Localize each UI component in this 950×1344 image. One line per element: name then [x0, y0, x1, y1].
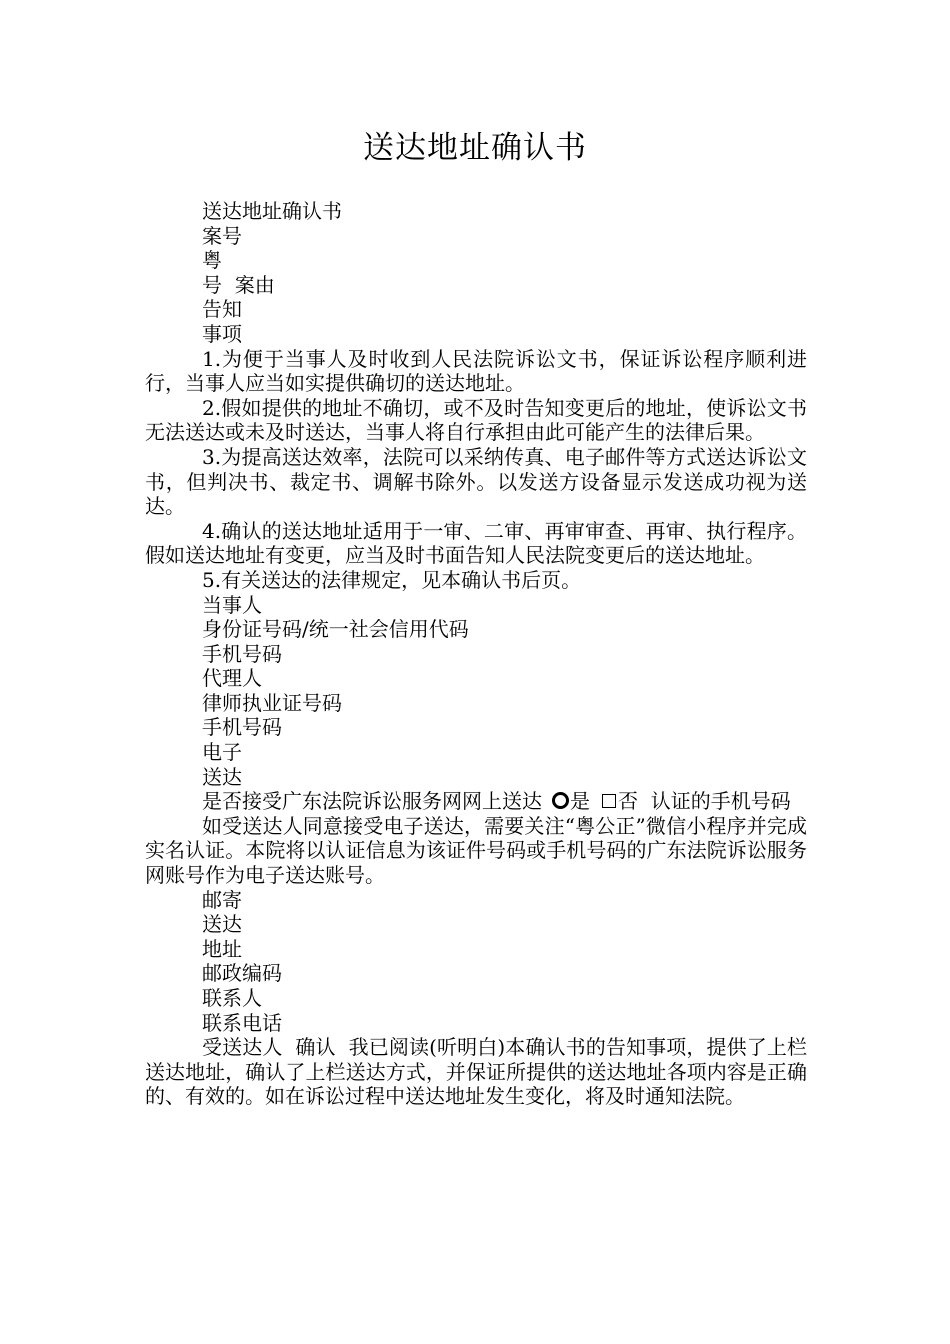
id-code-label: 身份证号码/统一社会信用代码	[202, 617, 469, 642]
lawyer-license-label: 律师执业证号码	[202, 690, 342, 715]
electronic-label-2: 送达	[202, 764, 242, 789]
postcode-label: 邮政编码	[202, 961, 282, 986]
document-title: 送达地址确认书	[363, 130, 587, 166]
agent-mobile-label: 手机号码	[202, 715, 282, 740]
notice-item-1: 1.为便于当事人及时收到人民法院诉讼文书，保证诉讼程序顺利进行，当事人应当如实提供确切的送达地址。	[145, 346, 807, 396]
no-option-label: 否	[618, 789, 638, 814]
contact-label: 联系人	[202, 986, 262, 1010]
yes-radio-selected-icon[interactable]	[552, 792, 569, 809]
agent-label: 代理人	[202, 666, 262, 691]
case-number-label: 案号	[202, 223, 242, 248]
no-checkbox-icon[interactable]	[602, 794, 616, 808]
verified-mobile-label: 认证的手机号码	[638, 789, 791, 814]
phone-label: 联系电话	[202, 1010, 282, 1035]
recipient-confirmation: 受送达人 确认 我已阅读(听明白)本确认书的告知事项，提供了上栏送达地址，确认了上栏送达方式，并保证所提供的送达地址各项内容是正确的、有效的。如在诉讼过程中送达地址发生变化，将及时通知法院。	[145, 1035, 807, 1109]
electronic-label-1: 电子	[202, 740, 242, 765]
notice-item-3: 3.为提高送达效率，法院可以采纳传真、电子邮件等方式送达诉讼文书，但判决书、裁定书、调解书除外。以发送方设备显示发送成功视为送达。	[145, 444, 807, 519]
mobile-label: 手机号码	[202, 641, 282, 666]
notice-label-2: 事项	[202, 321, 242, 346]
address-label: 地址	[202, 936, 242, 961]
yue-label: 粤	[202, 248, 222, 273]
notice-item-2: 2.假如提供的地址不确切，或不及时告知变更后的地址，使诉讼文书无法送达或未及时送达，当事人将自行承担由此可能产生的法律后果。	[145, 395, 807, 445]
electronic-delivery-question	[145, 789, 807, 814]
electronic-question-text: 是否接受广东法院诉讼服务网网上送达	[202, 789, 542, 814]
yes-option-label: 是	[570, 789, 590, 814]
electronic-delivery-note: 如受送达人同意接受电子送达，需要关注“粤公正”微信小程序并完成实名认证。本院将以认证信息为该证件号码或手机号码的广东法院诉讼服务网账号作为电子送达账号。	[145, 813, 807, 888]
document-body	[145, 199, 807, 1109]
postal-label-1: 邮寄	[202, 887, 242, 912]
case-cause-label: 号 案由	[202, 272, 275, 297]
heading-line: 送达地址确认书	[202, 199, 342, 223]
notice-item-5: 5.有关送达的法律规定，见本确认书后页。	[202, 567, 582, 592]
notice-item-4: 4.确认的送达地址适用于一审、二审、再审审查、再审、执行程序。假如送达地址有变更，应当及时书面告知人民法院变更后的送达地址。	[145, 518, 807, 568]
postal-label-2: 送达	[202, 912, 242, 937]
party-label: 当事人	[202, 592, 262, 617]
notice-label-1: 告知	[202, 297, 242, 322]
